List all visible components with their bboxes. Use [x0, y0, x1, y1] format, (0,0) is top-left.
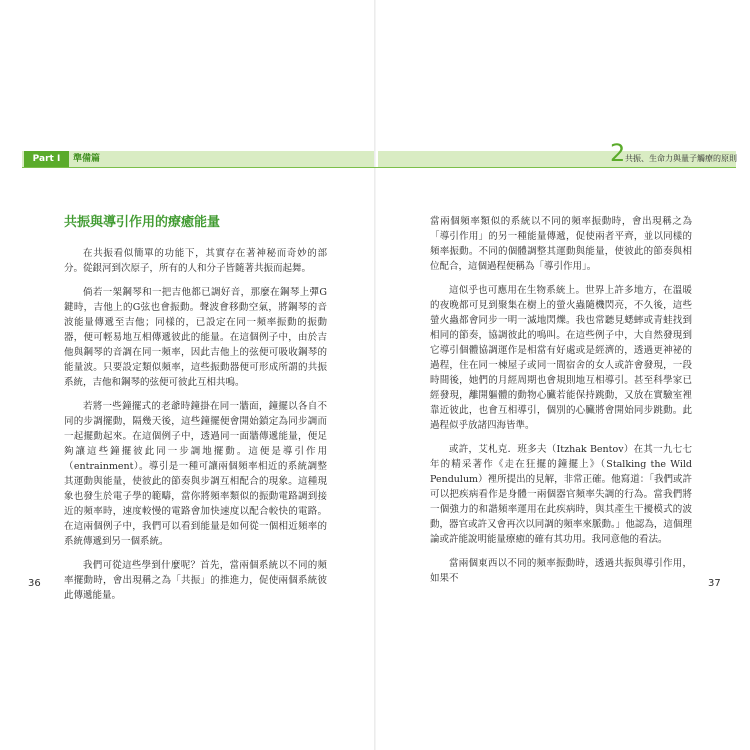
paragraph: 若將一些鐘擺式的老爺時鐘掛在同一牆面，鐘擺以各自不同的步調擺動，隔幾天後，這些鐘擺便會開始鎖定為同步調而一起擺動起來。在這個例子中，透過同一面牆傳遞能量，便足夠讓這些鐘擺彼此同一步調地擺動。這便是導引作用（entrainment）。導引是一種可讓兩個頻率相近的系統調整其運動與能量，使彼此的節奏與步調互相配合的現象。這種現象也發生於電子學的範疇，當你將頻率類似的振動電路調到接近的頻率時，速度較慢的電路會加快速度以配合較快的電路。在這兩個例子中，我們可以看到能量是如何從一個相近頻率的系統傳遞到另一個系統。	[64, 401, 327, 547]
page-fold	[374, 0, 376, 750]
paragraph: 在共振看似簡單的功能下，其實存在著神秘而奇妙的部分。從銀河到次原子，所有的人和分子皆隨著共振而起舞。	[64, 248, 327, 274]
paragraph: 這似乎也可應用在生物系統上。世界上許多地方，在溫暖的夜晚都可見到聚集在樹上的螢火蟲隨機閃亮，不久後，這些螢火蟲都會同步一明一滅地閃爍。我也常聽見蟋蟀或青蛙找到相同的節奏，協調彼此的鳴叫。在這些例子中，大自然發現到它導引個體協調運作是相當有好處或是經濟的，透過更神祕的過程，住在同一棟屋子或同一間宿舍的女人或許會發現，一段時間後，她們的月經周期也會規則地互相導引。甚至科學家已經發現，離開軀體的動物心臟若能保持跳動，又放在實驗室裡靠近彼此，也會互相導引，個別的心臟將會開始同步跳動。此過程似乎放諸四海皆準。	[430, 285, 692, 431]
page-number-left: 36	[28, 578, 41, 589]
paragraph: 或許，艾札克．班多夫（Itzhak Bentov）在其一九七七年的精采著作《走在狂擺的鐘擺上》（Stalking the Wild Pendulum）裡所提出的見解，非常正確。他寫道：「我們或許可以把疾病看作是身體一兩個器官頻率失調的行為。當我們將一個強力的和諧頻率運用在此疾病時，與其產生干擾模式的波動，器官或許又會再次以同調的頻率來脈動。」他認為，這個理論或許能說明能量療癒的確有其功用。我同意他的看法。	[430, 444, 692, 545]
paragraph: 當兩個頻率類似的系統以不同的頻率振動時，會出現稱之為「導引作用」的另一種能量傳遞，促使兩者平齊，並以同樣的頻率振動。不同的個體調整其運動與能量，使彼此的節奏與相位配合，這個過程便稱為「導引作用」。	[430, 216, 692, 272]
header-rule	[22, 167, 736, 168]
paragraph: 我們可從這些學到什麼呢？首先，當兩個系統以不同的頻率擺動時，會出現稱之為「共振」的推進力，促使兩個系統彼此傳遞能量。	[64, 560, 327, 601]
paragraph: 倘若一架鋼琴和一把吉他都已調好音，那麼在鋼琴上彈G鍵時，吉他上的G弦也會振動。聲波會移動空氣，將鋼琴的音波能量傳遞至吉他；同樣的，已設定在同一頻率振動的振動器，便可輕易地互相傳遞彼此的能量。在這個例子中，由於吉他與鋼琴的音調在同一頻率，因此吉他上的弦便可吸收鋼琴的能量波。只要設定類似頻率，這些振動器便可形成所謂的共振系統，吉他和鋼琴的弦便可彼此互相共鳴。	[64, 287, 327, 388]
part-label: Part I	[24, 151, 69, 167]
page-number-right: 37	[708, 578, 721, 589]
section-heading: 共振與導引作用的療癒能量	[64, 215, 221, 230]
chapter-title: 共振、生命力與量子觸療的原則	[625, 154, 737, 163]
right-page-text	[430, 214, 692, 595]
part-title: 準備篇	[73, 154, 101, 164]
paragraph: 當兩個東西以不同的頻率振動時，透過共振與導引作用，如果不	[430, 558, 692, 584]
left-page-text	[64, 214, 327, 612]
chapter-number: 2	[610, 139, 626, 167]
